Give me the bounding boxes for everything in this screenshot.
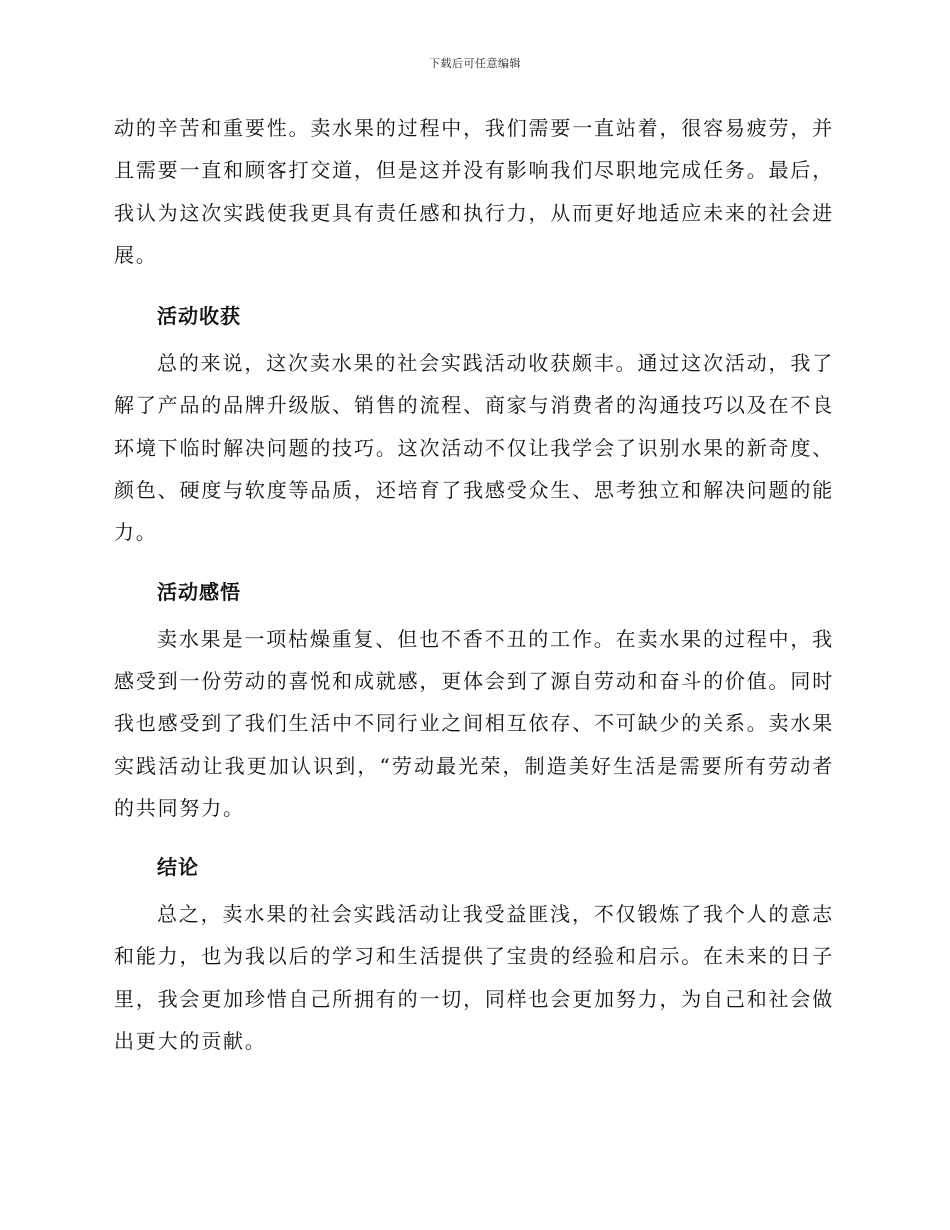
section-heading-insights: 活动感悟 — [157, 579, 241, 604]
paragraph-intro: 动的辛苦和重要性。卖水果的过程中，我们需要一直站着，很容易疲劳，并且需要一直和顾客打交道，但是这并没有影响我们尽职地完成任务。最后，我认为这次实践使我更具有责任感和执行力，从而更好地适应未来的社会进展。 — [114, 116, 834, 267]
section-heading-conclusion: 结论 — [157, 855, 199, 880]
paragraph-gains: 总的来说，这次卖水果的社会实践活动收获颇丰。通过这次活动，我了解了产品的品牌升级版、销售的流程、商家与消费者的沟通技巧以及在不良环境下临时解决问题的技巧。这次活动不仅让我学会了识别水果的新奇度、颜色、硬度与软度等品质，还培育了我感受众生、思考独立和解决问题的能力。 — [114, 351, 834, 545]
paragraph-conclusion: 总之，卖水果的社会实践活动让我受益匪浅，不仅锻炼了我个人的意志和能力，也为我以后的学习和生活提供了宝贵的经验和启示。在未来的日子里，我会更加珍惜自己所拥有的一切，同样也会更加努力，为自己和社会做出更大的贡献。 — [114, 902, 834, 1054]
paragraph-insights: 卖水果是一项枯燥重复、但也不香不丑的工作。在卖水果的过程中，我感受到一份劳动的喜悦和成就感，更体会到了源自劳动和奋斗的价值。同时我也感受到了我们生活中不同行业之间相互依存、不可缺少的关系。卖水果实践活动让我更加认识到，“劳动最光荣，制造美好生活是需要所有劳动者的共同努力。 — [114, 626, 834, 820]
page-header: 下载后可任意编辑 — [429, 57, 521, 70]
section-heading-gains: 活动收获 — [157, 304, 241, 329]
document-body — [114, 107, 834, 1062]
